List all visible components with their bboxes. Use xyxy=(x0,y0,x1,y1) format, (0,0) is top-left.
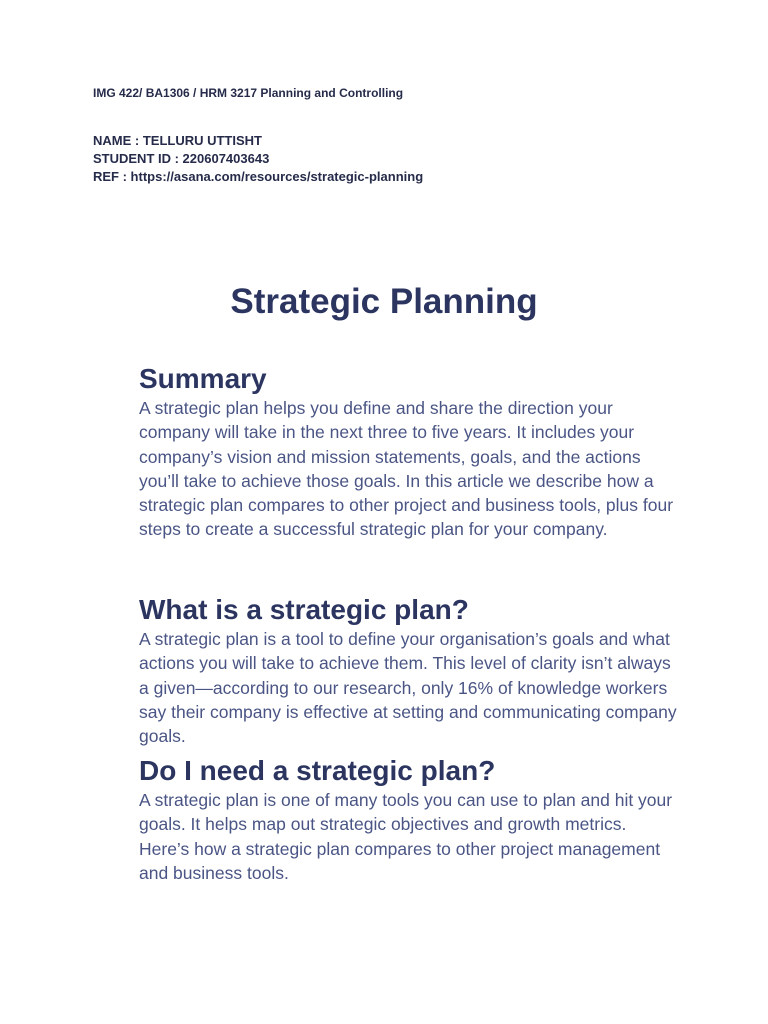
section-body: A strategic plan is one of many tools you can use to plan and hit your goals. It helps map out strategic objectives and growth metrics. Here’s how a strategic plan compares to other project management and business tools. xyxy=(139,790,673,883)
section-heading: Do I need a strategic plan? xyxy=(139,755,496,786)
student-info-block xyxy=(93,132,423,186)
section-heading: Summary xyxy=(139,363,267,394)
section-body: A strategic plan is a tool to define your organisation’s goals and what actions you will take to achieve them. This level of clarity isn’t always a given—according to our research, only 16% of knowledge workers say their company is effective at setting and communicating company goals. xyxy=(139,629,677,747)
section-what-is-strategic-plan xyxy=(139,593,679,748)
student-name: NAME : TELLURU UTTISHT xyxy=(93,133,262,148)
section-heading: What is a strategic plan? xyxy=(139,594,469,625)
section-summary xyxy=(139,362,679,542)
course-code-line: IMG 422/ BA1306 / HRM 3217 Planning and Controlling xyxy=(93,86,404,100)
document-title: Strategic Planning xyxy=(230,282,538,321)
student-id: STUDENT ID : 220607403643 xyxy=(93,151,270,166)
section-body: A strategic plan helps you define and share the direction your company will take in the next three to five years. It includes your company’s vision and mission statements, goals, and the actions you’ll take to achieve those goals. In this article we describe how a strategic plan compares to other project and business tools, plus four steps to create a successful strategic plan for your company. xyxy=(139,398,674,540)
section-do-i-need-strategic-plan xyxy=(139,754,679,885)
reference-line: REF : https://asana.com/resources/strategic-planning xyxy=(93,169,424,184)
